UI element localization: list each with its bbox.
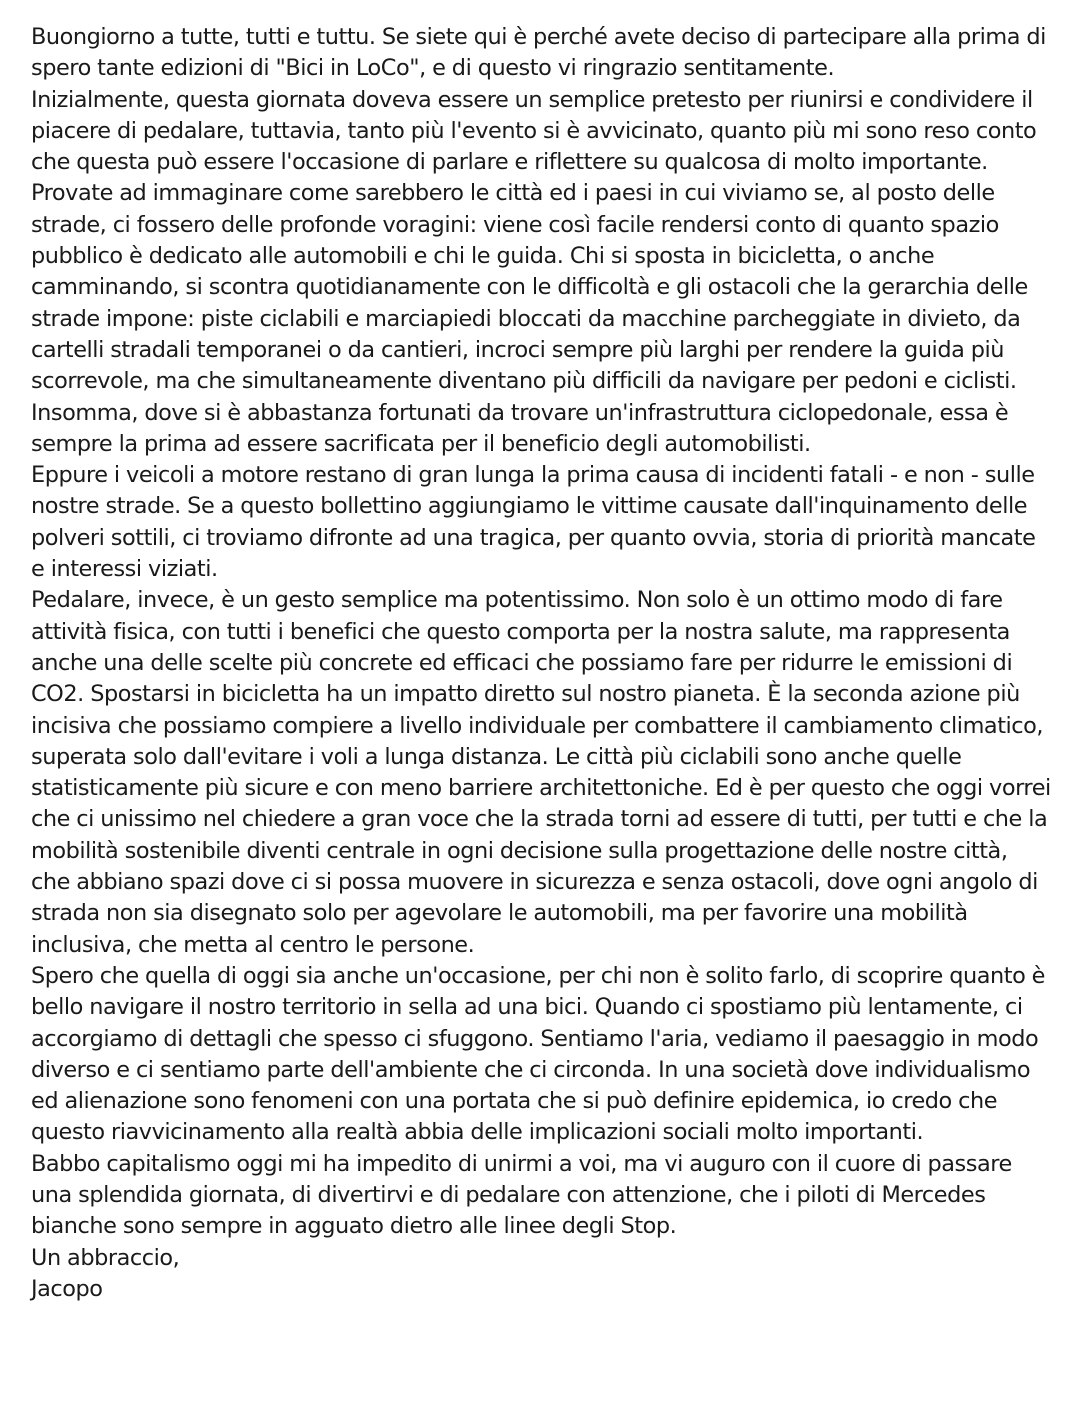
paragraph-accidents: Eppure i veicoli a motore restano di gran lunga la prima causa di incidenti fatali - e non - sulle nostre strade. Se a questo bollettino aggiungiamo le vittime causate dall'inquinamento delle polveri sottili, ci troviamo difronte ad una tragica, per quanto ovvia, storia di priorità mancate e interessi viziati. [31, 462, 1036, 583]
closing-line: Un abbraccio, [31, 1244, 180, 1271]
paragraph-streets: Provate ad immaginare come sarebbero le città ed i paesi in cui viviamo se, al posto delle strade, ci fossero delle profonde voragini: viene così facile rendersi conto di quanto spazio pubblico è dedicato alle automobili e chi le guida. Chi si sposta in bicicletta, o anche camminando, si scontra quotidianamente con le difficoltà e gli ostacoli che la gerarchia delle strade impone: piste ciclabili e marciapiedi bloccati da macchine parcheggiate in divieto, da cartelli stradali temporanei o da cantieri, incroci sempre più larghi per rendere la guida più scorrevole, ma che simultaneamente diventano più difficili da navigare per pedoni e ciclisti. Insomma, dove si è abbastanza fortunati da trovare un'infrastruttura ciclopedonale, essa è sempre la prima ad essere sacrificata per il beneficio degli automobilisti. [31, 180, 1028, 457]
paragraph-farewell: Babbo capitalismo oggi mi ha impedito di unirmi a voi, ma vi auguro con il cuore di passare una splendida giornata, di divertirvi e di pedalare con attenzione, che i piloti di Mercedes bianche sono sempre in agguato dietro alle linee degli Stop. [31, 1150, 1012, 1240]
paragraph-cycling: Pedalare, invece, è un gesto semplice ma potentissimo. Non solo è un ottimo modo di fare attività fisica, con tutti i benefici che questo comporta per la nostra salute, ma rappresenta anche una delle scelte più concrete ed efficaci che possiamo fare per ridurre le emissioni di CO2. Spostarsi in bicicletta ha un impatto diretto sul nostro pianeta. È la seconda azione più incisiva che possiamo compiere a livello individuale per combattere il cambiamento climatico, superata solo dall'evitare i voli a lunga distanza. Le città più ciclabili sono anche quelle statisticamente più sicure e con meno barriere architettoniche. Ed è per questo che oggi vorrei che ci unissimo nel chiedere a gran voce che la strada torni ad essere di tutti, per tutti e che la mobilità sostenibile diventi centrale in ogni decisione sulla progettazione delle nostre città, che abbiano spazi dove ci si possa muovere in sicurezza e senza ostacoli, dove ogni angolo di strada non sia disegnato solo per agevolare le automobili, ma per favorire una mobilità inclusiva, che metta al centro le persone. [31, 587, 1051, 958]
paragraph-intro: Inizialmente, questa giornata doveva essere un semplice pretesto per riunirsi e condividere il piacere di pedalare, tuttavia, tanto più l'evento si è avvicinato, quanto più mi sono reso conto che questa può essere l'occasione di parlare e riflettere su qualcosa di molto importante. [31, 86, 1037, 176]
paragraph-discover: Spero che quella di oggi sia anche un'occasione, per chi non è solito farlo, di scoprire quanto è bello navigare il nostro territorio in sella ad una bici. Quando ci spostiamo più lentamente, ci accorgiamo di dettagli che spesso ci sfuggono. Sentiamo l'aria, vediamo il paesaggio in modo diverso e ci sentiamo parte dell'ambiente che ci circonda. In una società dove individualismo ed alienazione sono fenomeni con una portata che si può definire epidemica, io credo che questo riavvicinamento alla realtà abbia delle implicazioni sociali molto importanti. [31, 962, 1046, 1146]
paragraph-greeting: Buongiorno a tutte, tutti e tuttu. Se siete qui è perché avete deciso di partecipare alla prima di spero tante edizioni di "Bici in LoCo", e di questo vi ringrazio sentitamente. [31, 24, 1046, 82]
signature: Jacopo [31, 1275, 103, 1302]
letter-body [31, 22, 1051, 1305]
